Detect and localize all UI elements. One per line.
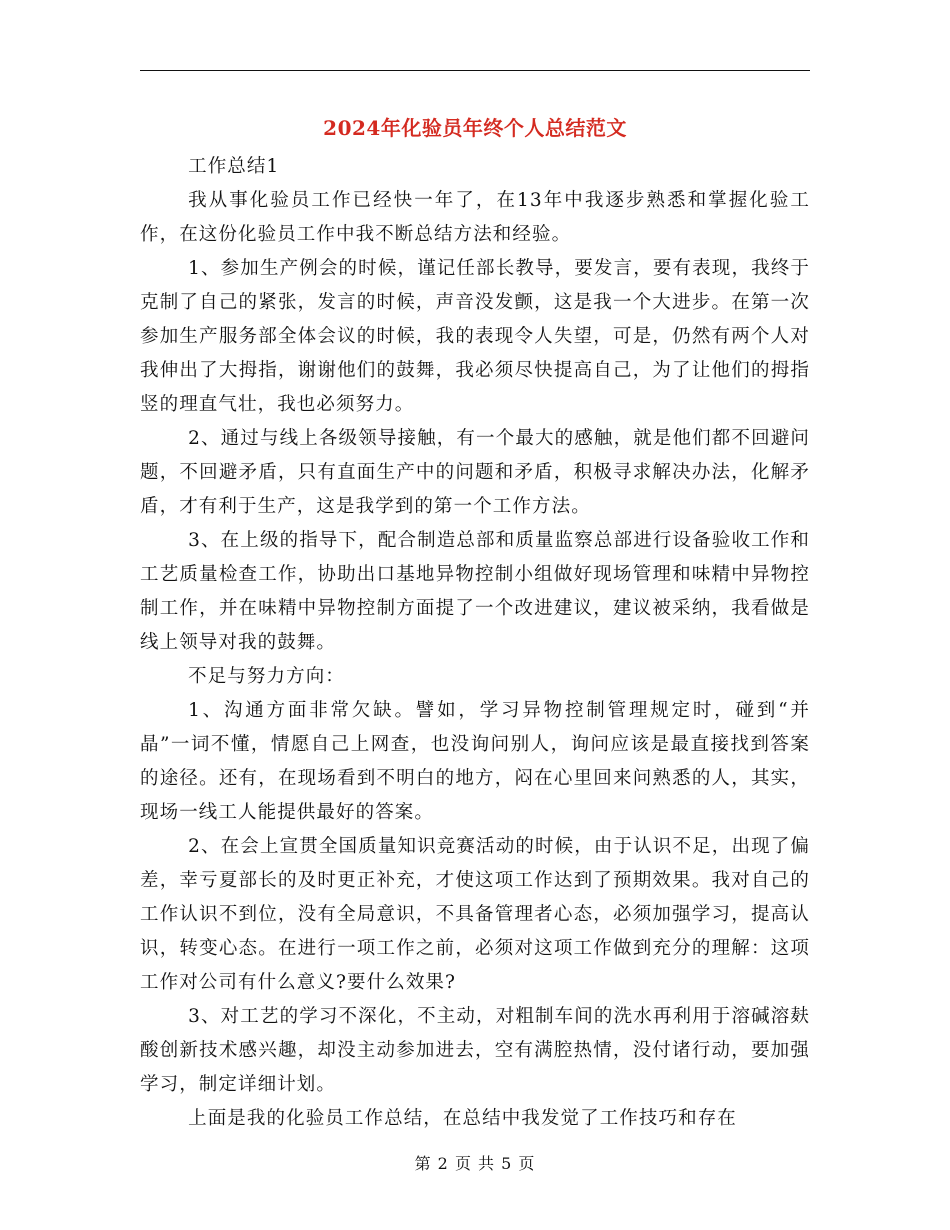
paragraph-shortcoming-1: 1、沟通方面非常欠缺。譬如，学习异物控制管理规定时，碰到“并晶”一词不懂，情愿自己上网查，也没询问别人，询问应该是最直接找到答案的途径。还有，在现场看到不明白的地方，闷在心里回来问熟悉的人，其实，现场一线工人能提供最好的答案。 — [140, 700, 810, 823]
section-heading-shortcomings: 不足与努力方向： — [188, 666, 345, 687]
section-heading-work-summary: 工作总结1 — [188, 156, 280, 177]
document-body — [140, 150, 810, 1136]
paragraph-shortcoming-2: 2、在会上宣贯全国质量知识竞赛活动的时候，由于认识不足，出现了偏差，幸亏夏部长的及时更正补充，才使这项工作达到了预期效果。我对自己的工作认识不到位，没有全局意识，不具备管理者心态，必须加强学习，提高认识，转变心态。在进行一项工作之前，必须对这项工作做到充分的理解：这项工作对公司有什么意义?要什么效果? — [140, 836, 810, 993]
paragraph-point-2: 2、通过与线上各级领导接触，有一个最大的感触，就是他们都不回避问题，不回避矛盾，只有直面生产中的问题和矛盾，积极寻求解决办法，化解矛盾，才有利于生产，这是我学到的第一个工作方法。 — [140, 428, 810, 517]
page-number: 第 2 页 共 5 页 — [414, 1154, 536, 1173]
paragraph-point-3: 3、在上级的指导下，配合制造总部和质量监察总部进行设备验收工作和工艺质量检查工作，协助出口基地异物控制小组做好现场管理和味精中异物控制工作，并在味精中异物控制方面提了一个改进建议，建议被采纳，我看做是线上领导对我的鼓舞。 — [140, 530, 810, 653]
header-rule — [140, 70, 810, 71]
document-title: 2024年化验员年终个人总结范文 — [323, 116, 627, 140]
paragraph-shortcoming-3: 3、对工艺的学习不深化，不主动，对粗制车间的洗水再利用于溶碱溶麸酸创新技术感兴趣，却没主动参加进去，空有满腔热情，没付诸行动，要加强学习，制定详细计划。 — [140, 1006, 810, 1095]
paragraph-intro: 我从事化验员工作已经快一年了，在13年中我逐步熟悉和掌握化验工作，在这份化验员工作中我不断总结方法和经验。 — [140, 190, 810, 245]
paragraph-point-1: 1、参加生产例会的时候，谨记任部长教导，要发言，要有表现，我终于克制了自己的紧张，发言的时候，声音没发颤，这是我一个大进步。在第一次参加生产服务部全体会议的时候，我的表现令人失望，可是，仍然有两个人对我伸出了大拇指，谢谢他们的鼓舞，我必须尽快提高自己，为了让他们的拇指竖的理直气壮，我也必须努力。 — [140, 258, 810, 415]
paragraph-conclusion: 上面是我的化验员工作总结，在总结中我发觉了工作技巧和存在 — [188, 1108, 737, 1129]
